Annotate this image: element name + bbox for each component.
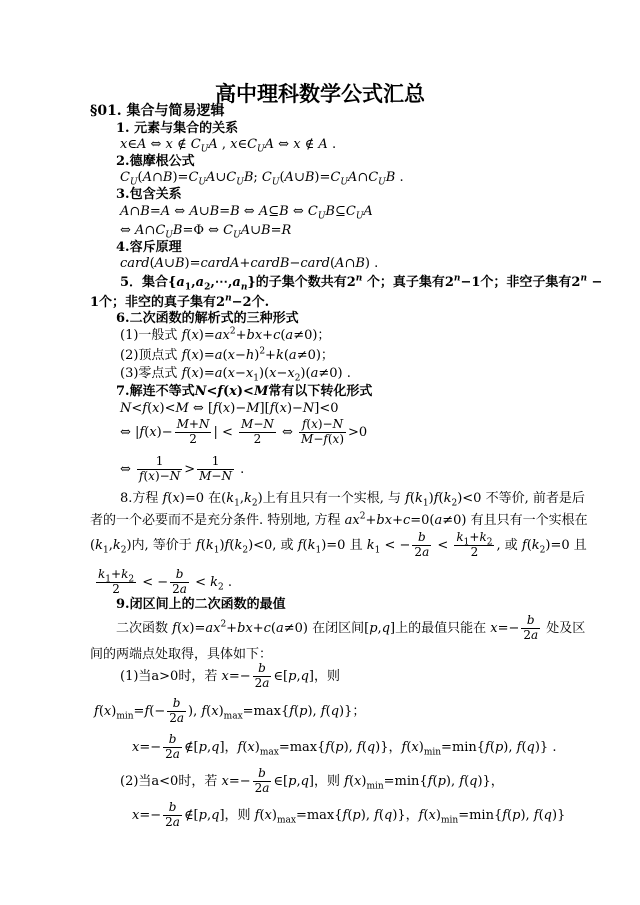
item5-line2: 1个；非空的真子集有$2^n-2$个. [90, 293, 270, 310]
section-heading: §01. 集合与简易逻辑 [90, 103, 225, 119]
item2-heading: 2.德摩根公式 [116, 154, 195, 169]
item9-case1-formula2: x=− $\frac{b}{2a}$ ∉[p,q]，$f(x)_{max}=\max\{f(p)$, f(q)}，$f(x)_{min}=\min\{f(p)$, f(q)} . [132, 732, 557, 761]
item9-case2-formula: x=− $\frac{b}{2a}$ ∉[p,q]，则 $f(x)_{max}=\max\{f(p)$, f(q)}，$f(x)_{min}=\min\{f(p)$, f(q)} [132, 800, 566, 829]
item3-formula1: A∩B=A ⇔ A∪B=B ⇔ A⊆B ⇔ $C_UB⊆C_UA$ [120, 204, 373, 222]
item8-line2: 者的一个必要而不是充分条件. 特别地, 方程 $ax^2+bx+c=0(a\ne 0)$ 有且只有一个实根在 [90, 511, 588, 528]
item9-intro1: 二次函数 $f(x)=ax^2+bx+c(a\ne 0)$ 在闭区间[p,q]上的最值只能在 x=− $\frac{b}{2a}$ 处及区 [116, 613, 586, 642]
item5-line1: 5．集合$\{a_1,a_2,\cdots,a_n\}$的子集个数共有2$^n$ 个；真子集有$2^n-1$个；非空子集有$2^n$ − [120, 273, 603, 293]
item8-line1: 8.方程 f(x)=0 在$(k_1,k_2)$上有且只有一个实根, 与 $f(k_1)f(k_2)<0$ 不等价, 前者是后 [120, 491, 585, 509]
item4-formula: card(A∪B)=cardA+cardB−card(A∩B) . [120, 256, 379, 271]
item6-form2: (2)顶点式 $f(x)=a(x-h)^2+k(a\ne 0)$； [120, 346, 334, 363]
item9-heading: 9.闭区间上的二次函数的最值 [116, 597, 286, 612]
item6-heading: 6.二次函数的解析式的三种形式 [116, 311, 299, 326]
item6-form1: (1)一般式 $f(x)=ax^2+bx+c(a\ne 0)$； [120, 326, 331, 343]
item7-line1: N<f(x)<M ⇔ [f(x)−M][f(x)−N]<0 [120, 401, 339, 416]
page-title: 高中理科数学公式汇总 [215, 81, 425, 106]
item9-case1: (1)当a>0时，若 x=− $\frac{b}{2a}$ ∈[p,q]，则 [120, 661, 340, 690]
item3-formula2: ⇔ $A\cap C_UB=\Phi$ ⇔ $C_UA\cup B=R$ [120, 223, 292, 241]
item4-heading: 4.容斥原理 [116, 240, 182, 255]
item9-case2: (2)当a<0时，若 x=− $\frac{b}{2a}$ ∈[p,q]，则 $f(x)_{min}=\min\{f(p)$, f(q)}， [120, 766, 504, 795]
item1-formula: x∈A ⇔ x ∉ $C_UA$ , $x\in C_UA$ ⇔ x ∉ A . [120, 137, 337, 155]
item8-line3: $(k_1,k_2)$内, 等价于 $f(k_1)f(k_2)<0$, 或 $f(k_1)=0$ 且 $k_1$ < − $\frac{b}{2a}$ < $\frac{k_1+k_2}{2}$ , 或 $f(k_2)=0$ 且 [90, 530, 587, 559]
item1-heading: 1. 元素与集合的关系 [116, 121, 239, 136]
item8-line4: $\frac{k_1+k_2}{2}$ < − $\frac{b}{2a}$ < $k_2$ . [98, 567, 233, 596]
item7-heading: 7.解连不等式N<f(x)<M常有以下转化形式 [116, 384, 373, 399]
item6-form3: (3)零点式 $f(x)=a(x-x_1)(x-x_2)(a\ne 0)$ . [120, 366, 351, 384]
item9-case1-formula1: $f(x)_{min}=f(-$ $\frac{b}{2a}$ ), $f(x)_{max}=\max\{f(p)$, f(q)}； [94, 696, 366, 725]
item2-formula: $C_U(A\cap B)=C_UA\cup C_UB$; $C_U(A\cup B)=C_UA\cap C_UB$ . [120, 170, 404, 188]
item7-line3: ⇔ $\frac{1}{f(x)-N}$ > $\frac{1}{M-N}$ . [120, 454, 245, 483]
item3-heading: 3.包含关系 [116, 187, 182, 202]
item7-line2: ⇔ |f(x)− $\frac{M+N}{2}$ | < $\frac{M-N}{2}$ ⇔ $\frac{f(x)-N}{M-f(x)}$ >0 [120, 417, 368, 446]
item9-intro2: 间的两端点处取得，具体如下： [90, 647, 273, 662]
